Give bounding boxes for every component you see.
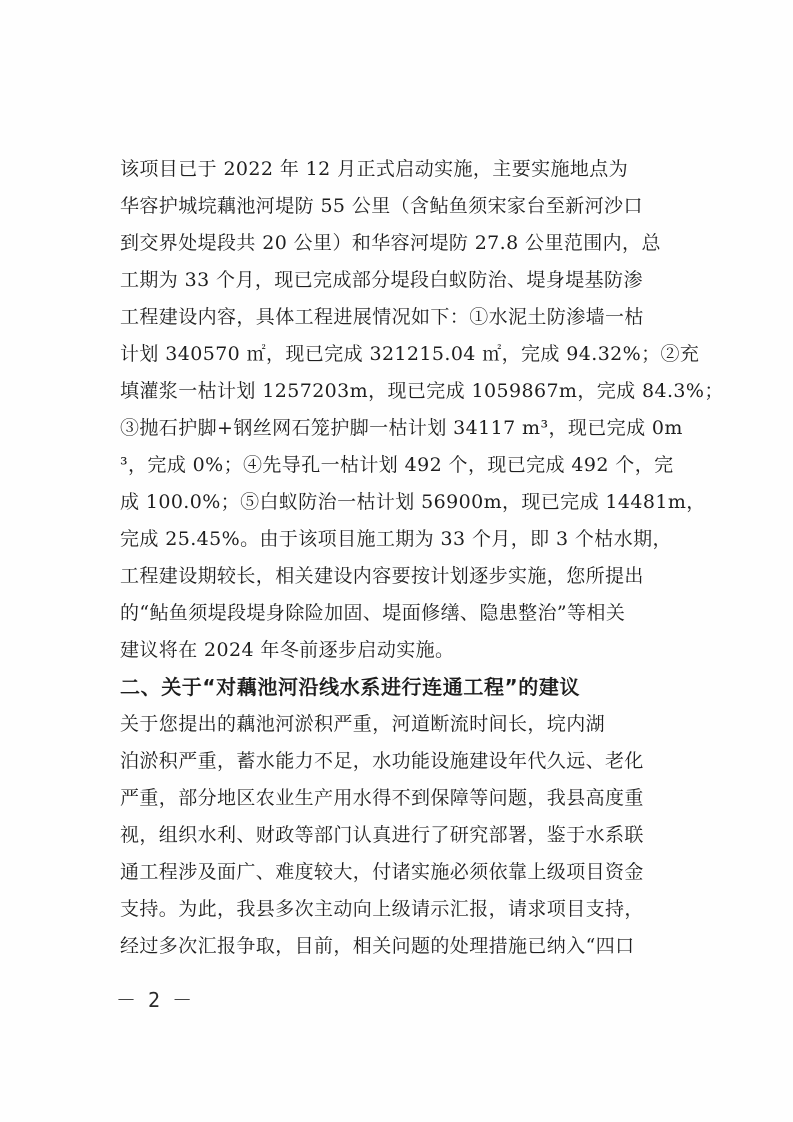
text-line: 计划 340570 ㎡，现已完成 321215.04 ㎡，完成 94.32%；②充 xyxy=(120,343,700,365)
text-line: 该项目已于 2022 年 12 月正式启动实施，主要实施地点为 xyxy=(120,158,629,180)
text-line: 到交界处堤段共 20 公里）和华容河堤防 27.8 公里范围内，总 xyxy=(120,232,661,254)
text-line: 泊淤积严重，蓄水能力不足，水功能设施建设年代久远、老化 xyxy=(120,750,644,772)
text-line: 关于您提出的藕池河淤积严重，河道断流时间长，垸内湖 xyxy=(120,713,606,735)
text-line: ③抛石护脚+钢丝网石笼护脚一枯计划 34117 m³，现已完成 0m xyxy=(120,417,683,439)
text-line: 工期为 33 个月，现已完成部分堤段白蚁防治、堤身堤基防渗 xyxy=(120,269,643,291)
section-heading: 二、关于“对藕池河沿线水系进行连通工程”的建议 xyxy=(120,675,581,699)
text-line: 工程建设内容，具体工程进展情况如下：①水泥土防渗墙一枯 xyxy=(120,306,644,328)
text-line: 经过多次汇报争取，目前，相关问题的处理措施已纳入“四口 xyxy=(120,935,635,957)
text-line: 通工程涉及面广、难度较大，付诸实施必须依靠上级项目资金 xyxy=(120,861,644,883)
text-line: 完成 25.45%。由于该项目施工期为 33 个月，即 3 个枯水期， xyxy=(120,528,672,550)
text-line: 支持。为此，我县多次主动向上级请示汇报，请求项目支持， xyxy=(120,898,644,920)
text-line: 成 100.0%；⑤白蚁防治一枯计划 56900m，现已完成 14481m， xyxy=(120,491,706,513)
text-line: 华容护城垸藕池河堤防 55 公里（含鲇鱼须宋家台至新河沙口 xyxy=(120,195,643,217)
text-line: ³，完成 0%；④先导孔一枯计划 492 个，现已完成 492 个，完 xyxy=(120,454,674,476)
text-line: 的“鲇鱼须堤段堤身除险加固、堤面修缮、隐患整治”等相关 xyxy=(120,602,626,624)
text-line: 工程建设期较长，相关建设内容要按计划逐步实施，您所提出 xyxy=(120,565,644,587)
text-line: 填灌浆一枯计划 1257203m，现已完成 1059867m，完成 84.3%； xyxy=(120,380,724,402)
text-line: 严重，部分地区农业生产用水得不到保障等问题，我县高度重 xyxy=(120,787,644,809)
page-number: － 2 － xyxy=(116,988,193,1012)
text-line: 视，组织水利、财政等部门认真进行了研究部署，鉴于水系联 xyxy=(120,824,644,846)
text-line: 建议将在 2024 年冬前逐步启动实施。 xyxy=(120,639,455,661)
